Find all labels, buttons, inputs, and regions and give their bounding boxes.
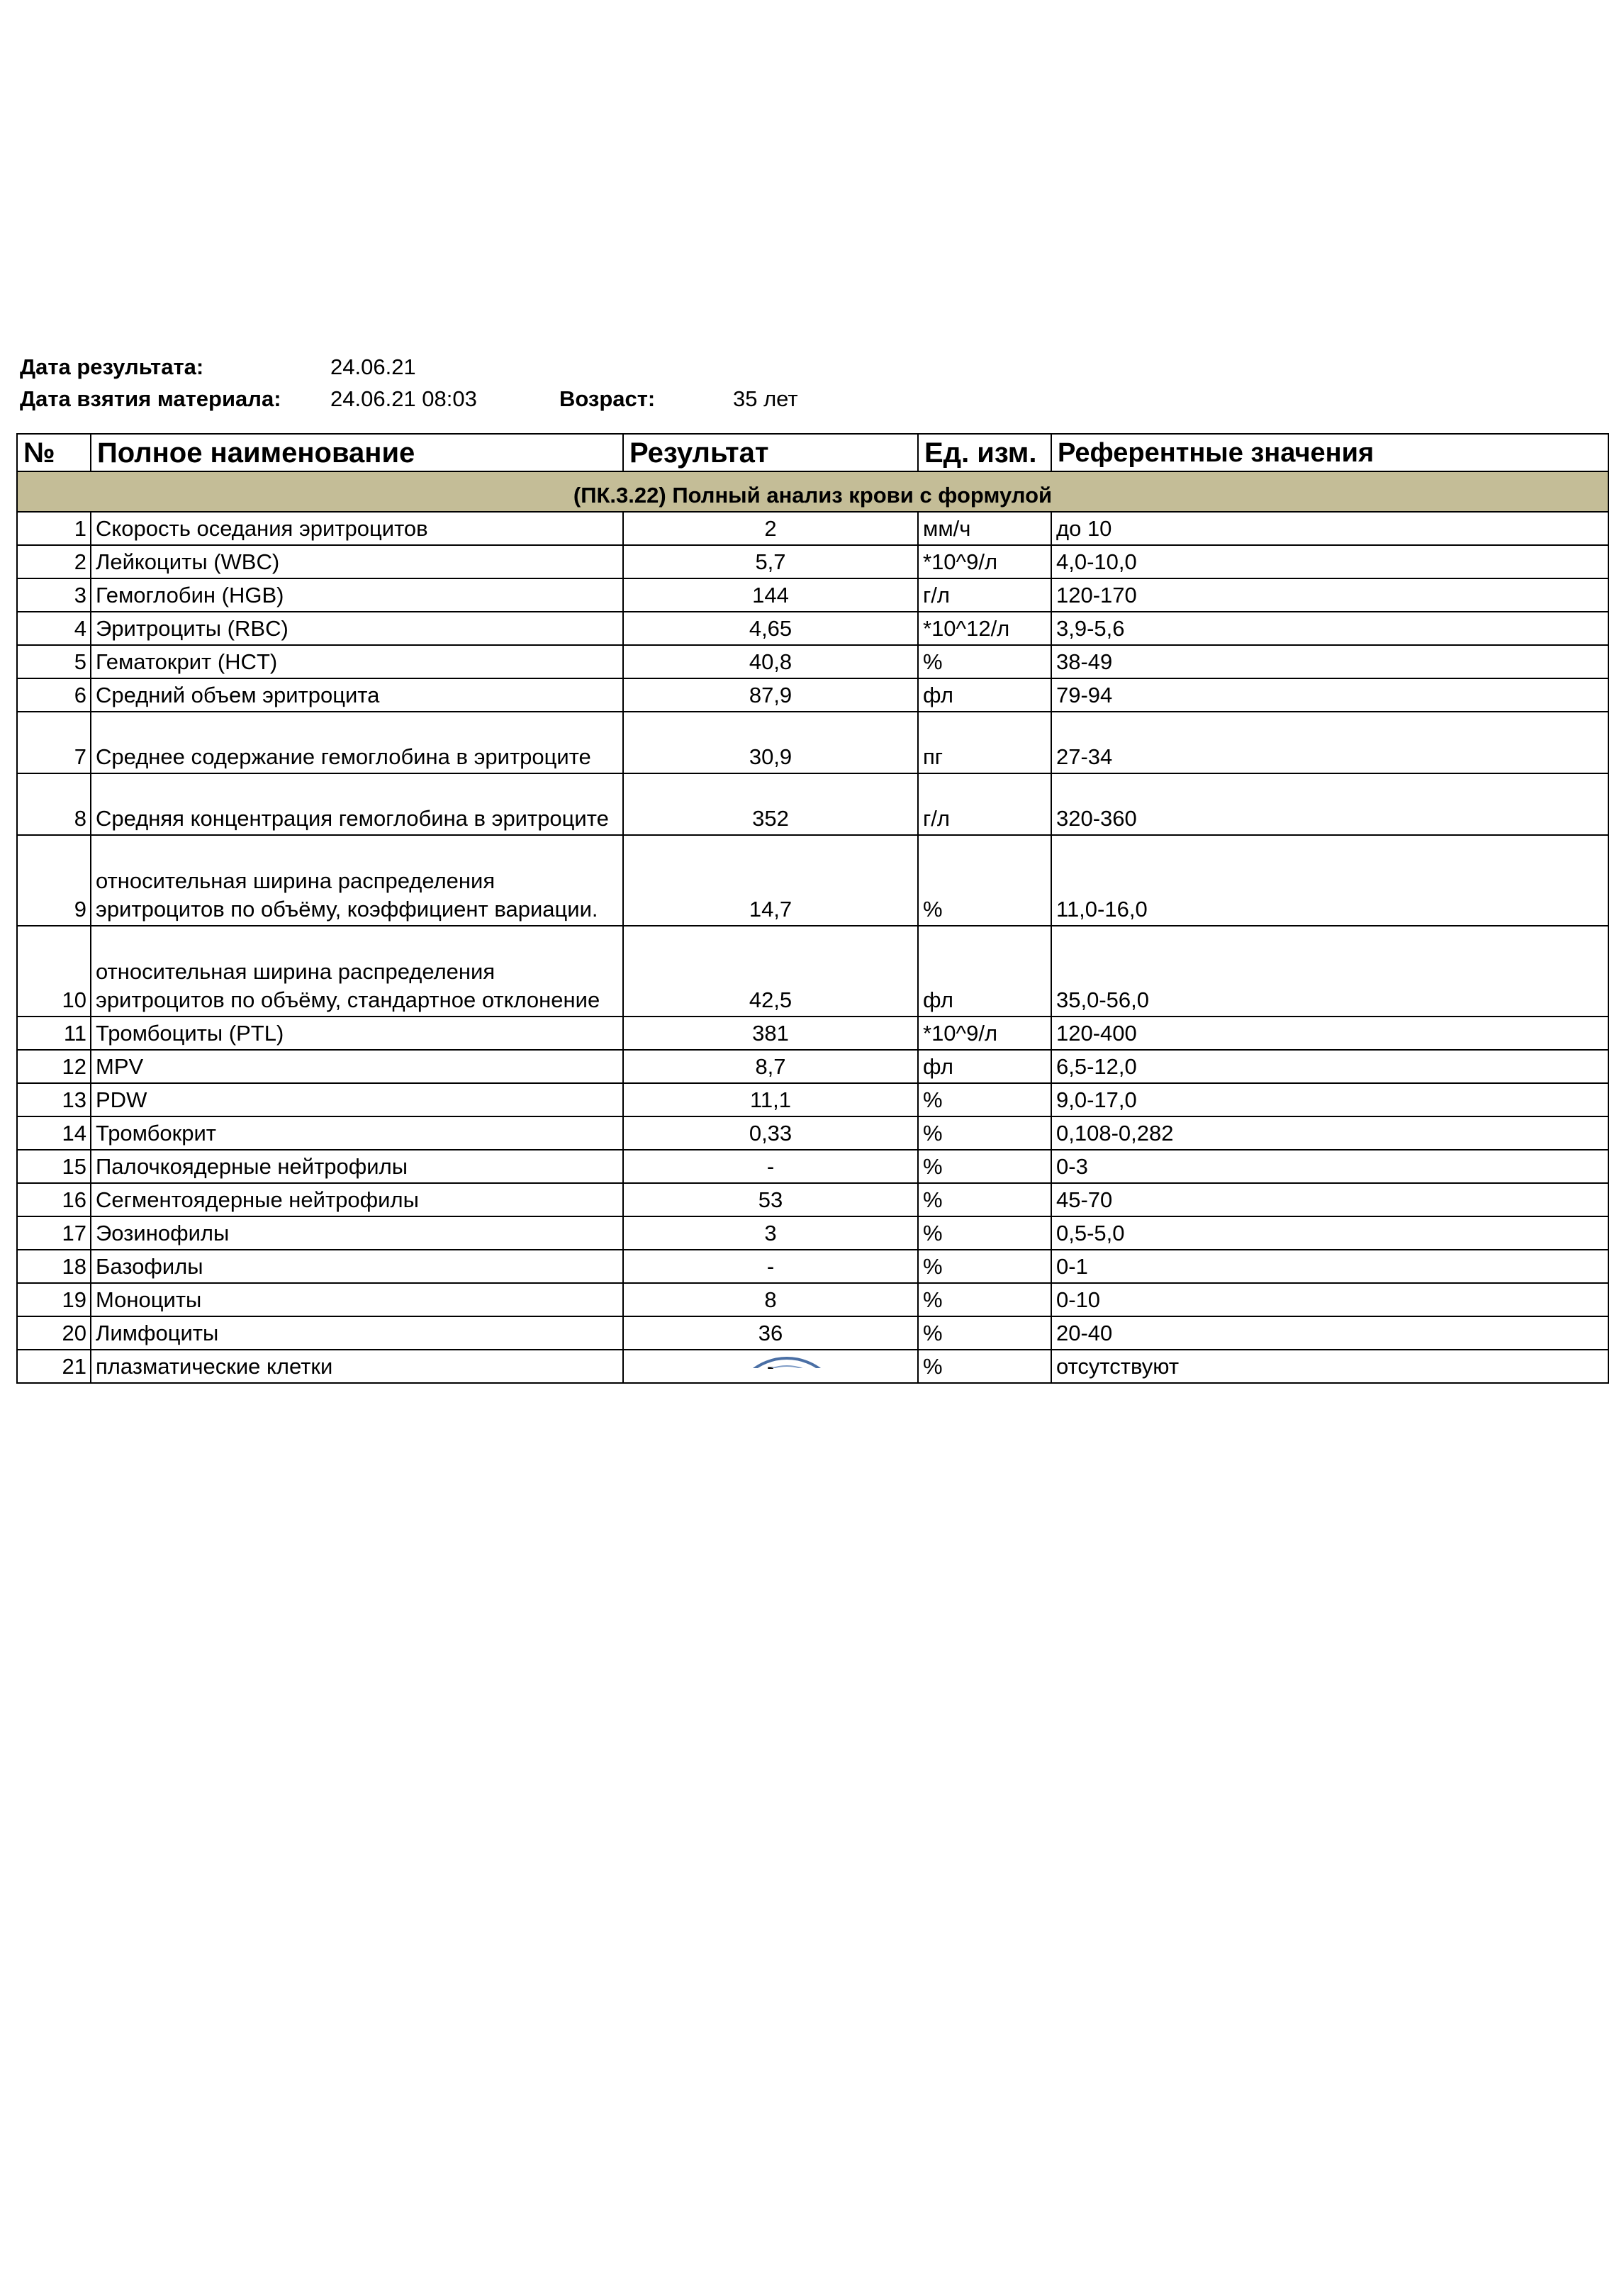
- row-name: Средний объем эритроцита: [91, 678, 623, 712]
- table-row: [17, 645, 1608, 678]
- row-unit: г/л: [918, 773, 1051, 835]
- row-name: Сегментоядерные нейтрофилы: [91, 1183, 623, 1216]
- table-header-row: [17, 434, 1608, 471]
- table-row: [17, 1083, 1608, 1116]
- row-number: 11: [17, 1017, 91, 1050]
- row-unit: %: [918, 1150, 1051, 1183]
- row-unit: %: [918, 1183, 1051, 1216]
- row-result: 381: [623, 1017, 918, 1050]
- row-reference: 6,5-12,0: [1051, 1050, 1608, 1083]
- row-number: 3: [17, 578, 91, 612]
- row-reference: 79-94: [1051, 678, 1608, 712]
- table-row: [17, 712, 1608, 773]
- row-name: PDW: [91, 1083, 623, 1116]
- section-title: (ПК.3.22) Полный анализ крови с формулой: [17, 471, 1608, 512]
- row-unit: %: [918, 835, 1051, 926]
- row-unit: фл: [918, 1050, 1051, 1083]
- row-unit: фл: [918, 678, 1051, 712]
- row-name: Эритроциты (RBC): [91, 612, 623, 645]
- row-reference: 3,9-5,6: [1051, 612, 1608, 645]
- row-unit: %: [918, 1316, 1051, 1350]
- table-row: [17, 1216, 1608, 1250]
- row-result: 5,7: [623, 545, 918, 578]
- row-result: 30,9: [623, 712, 918, 773]
- row-number: 17: [17, 1216, 91, 1250]
- row-reference: 120-400: [1051, 1017, 1608, 1050]
- row-name: Лейкоциты (WBC): [91, 545, 623, 578]
- row-unit: %: [918, 1283, 1051, 1316]
- table-row: [17, 773, 1608, 835]
- row-name: MPV: [91, 1050, 623, 1083]
- row-unit: пг: [918, 712, 1051, 773]
- row-reference: 0-10: [1051, 1283, 1608, 1316]
- row-unit: мм/ч: [918, 512, 1051, 545]
- row-unit: *10^9/л: [918, 545, 1051, 578]
- row-result: 8,7: [623, 1050, 918, 1083]
- row-number: 2: [17, 545, 91, 578]
- row-reference: 45-70: [1051, 1183, 1608, 1216]
- row-name: Лимфоциты: [91, 1316, 623, 1350]
- table-row: [17, 1050, 1608, 1083]
- row-result: 144: [623, 578, 918, 612]
- row-reference: 9,0-17,0: [1051, 1083, 1608, 1116]
- row-number: 10: [17, 926, 91, 1017]
- row-result: 4,65: [623, 612, 918, 645]
- row-reference: 38-49: [1051, 645, 1608, 678]
- row-name: Палочкоядерные нейтрофилы: [91, 1150, 623, 1183]
- row-unit: %: [918, 1350, 1051, 1383]
- row-result: 14,7: [623, 835, 918, 926]
- col-header-result: Результат: [623, 434, 918, 471]
- table-row: [17, 1183, 1608, 1216]
- row-number: 16: [17, 1183, 91, 1216]
- row-reference: 4,0-10,0: [1051, 545, 1608, 578]
- col-header-unit: Ед. изм.: [918, 434, 1051, 471]
- row-reference: 0,5-5,0: [1051, 1216, 1608, 1250]
- row-result: 352: [623, 773, 918, 835]
- row-name: Средняя концентрация гемоглобина в эритроците: [91, 773, 623, 835]
- row-name: относительная ширина распределения эритроцитов по объёму, коэффициент вариации.: [91, 835, 623, 926]
- row-reference: 0-3: [1051, 1150, 1608, 1183]
- table-row: [17, 835, 1608, 926]
- row-name: Базофилы: [91, 1250, 623, 1283]
- row-reference: 27-34: [1051, 712, 1608, 773]
- row-number: 14: [17, 1116, 91, 1150]
- row-name: Скорость оседания эритроцитов: [91, 512, 623, 545]
- row-number: 9: [17, 835, 91, 926]
- row-reference: 120-170: [1051, 578, 1608, 612]
- table-row: [17, 1316, 1608, 1350]
- row-name: Моноциты: [91, 1283, 623, 1316]
- row-reference: 20-40: [1051, 1316, 1608, 1350]
- row-result: 42,5: [623, 926, 918, 1017]
- row-name: Гематокрит (HCT): [91, 645, 623, 678]
- row-unit: %: [918, 1116, 1051, 1150]
- row-unit: г/л: [918, 578, 1051, 612]
- row-name: Гемоглобин (HGB): [91, 578, 623, 612]
- row-result: 11,1: [623, 1083, 918, 1116]
- row-reference: до 10: [1051, 512, 1608, 545]
- row-number: 21: [17, 1350, 91, 1383]
- row-number: 19: [17, 1283, 91, 1316]
- row-name: Тромбокрит: [91, 1116, 623, 1150]
- table-row: [17, 1283, 1608, 1316]
- row-unit: %: [918, 1216, 1051, 1250]
- age-value: 35 лет: [733, 386, 798, 411]
- col-header-number: №: [17, 434, 91, 471]
- row-result: -: [623, 1150, 918, 1183]
- row-reference: 35,0-56,0: [1051, 926, 1608, 1017]
- row-number: 4: [17, 612, 91, 645]
- row-number: 20: [17, 1316, 91, 1350]
- row-number: 6: [17, 678, 91, 712]
- row-number: 1: [17, 512, 91, 545]
- sample-date-value: 24.06.21 08:03: [330, 386, 477, 411]
- table-row: [17, 678, 1608, 712]
- table-row: [17, 1116, 1608, 1150]
- table-row: [17, 612, 1608, 645]
- row-reference: отсутствуют: [1051, 1350, 1608, 1383]
- row-number: 15: [17, 1150, 91, 1183]
- row-name: Эозинофилы: [91, 1216, 623, 1250]
- row-number: 5: [17, 645, 91, 678]
- sample-date-label: Дата взятия материала:: [20, 386, 281, 411]
- stamp-seal: [730, 1353, 844, 1368]
- row-number: 18: [17, 1250, 91, 1283]
- row-result: -: [623, 1250, 918, 1283]
- row-name: относительная ширина распределения эритроцитов по объёму, стандартное отклонение: [91, 926, 623, 1017]
- result-date-label: Дата результата:: [20, 354, 204, 379]
- age-label: Возраст:: [559, 386, 656, 411]
- row-result: 40,8: [623, 645, 918, 678]
- row-unit: *10^9/л: [918, 1017, 1051, 1050]
- row-reference: 0-1: [1051, 1250, 1608, 1283]
- row-name: Тромбоциты (PTL): [91, 1017, 623, 1050]
- row-reference: 0,108-0,282: [1051, 1116, 1608, 1150]
- col-header-name: Полное наименование: [91, 434, 623, 471]
- table-row: [17, 1150, 1608, 1183]
- row-unit: %: [918, 1250, 1051, 1283]
- table-row: [17, 1250, 1608, 1283]
- row-result: 2: [623, 512, 918, 545]
- row-result: -: [623, 1350, 918, 1383]
- row-result: 8: [623, 1283, 918, 1316]
- row-number: 13: [17, 1083, 91, 1116]
- row-result: 87,9: [623, 678, 918, 712]
- row-result: 53: [623, 1183, 918, 1216]
- section-row: [17, 471, 1608, 512]
- table-row: [17, 545, 1608, 578]
- table-row: [17, 926, 1608, 1017]
- table-row: [17, 578, 1608, 612]
- row-number: 8: [17, 773, 91, 835]
- row-number: 7: [17, 712, 91, 773]
- row-reference: 11,0-16,0: [1051, 835, 1608, 926]
- table-row: [17, 1017, 1608, 1050]
- row-unit: фл: [918, 926, 1051, 1017]
- results-table: [16, 433, 1609, 1384]
- row-unit: *10^12/л: [918, 612, 1051, 645]
- row-name: Среднее содержание гемоглобина в эритроците: [91, 712, 623, 773]
- result-date-value: 24.06.21: [330, 354, 416, 379]
- row-name: плазматические клетки: [91, 1350, 623, 1383]
- row-reference: 320-360: [1051, 773, 1608, 835]
- row-unit: %: [918, 1083, 1051, 1116]
- row-number: 12: [17, 1050, 91, 1083]
- col-header-reference: Референтные значения: [1051, 434, 1608, 471]
- row-result: 0,33: [623, 1116, 918, 1150]
- row-result: 36: [623, 1316, 918, 1350]
- table-row: [17, 512, 1608, 545]
- row-unit: %: [918, 645, 1051, 678]
- row-result: 3: [623, 1216, 918, 1250]
